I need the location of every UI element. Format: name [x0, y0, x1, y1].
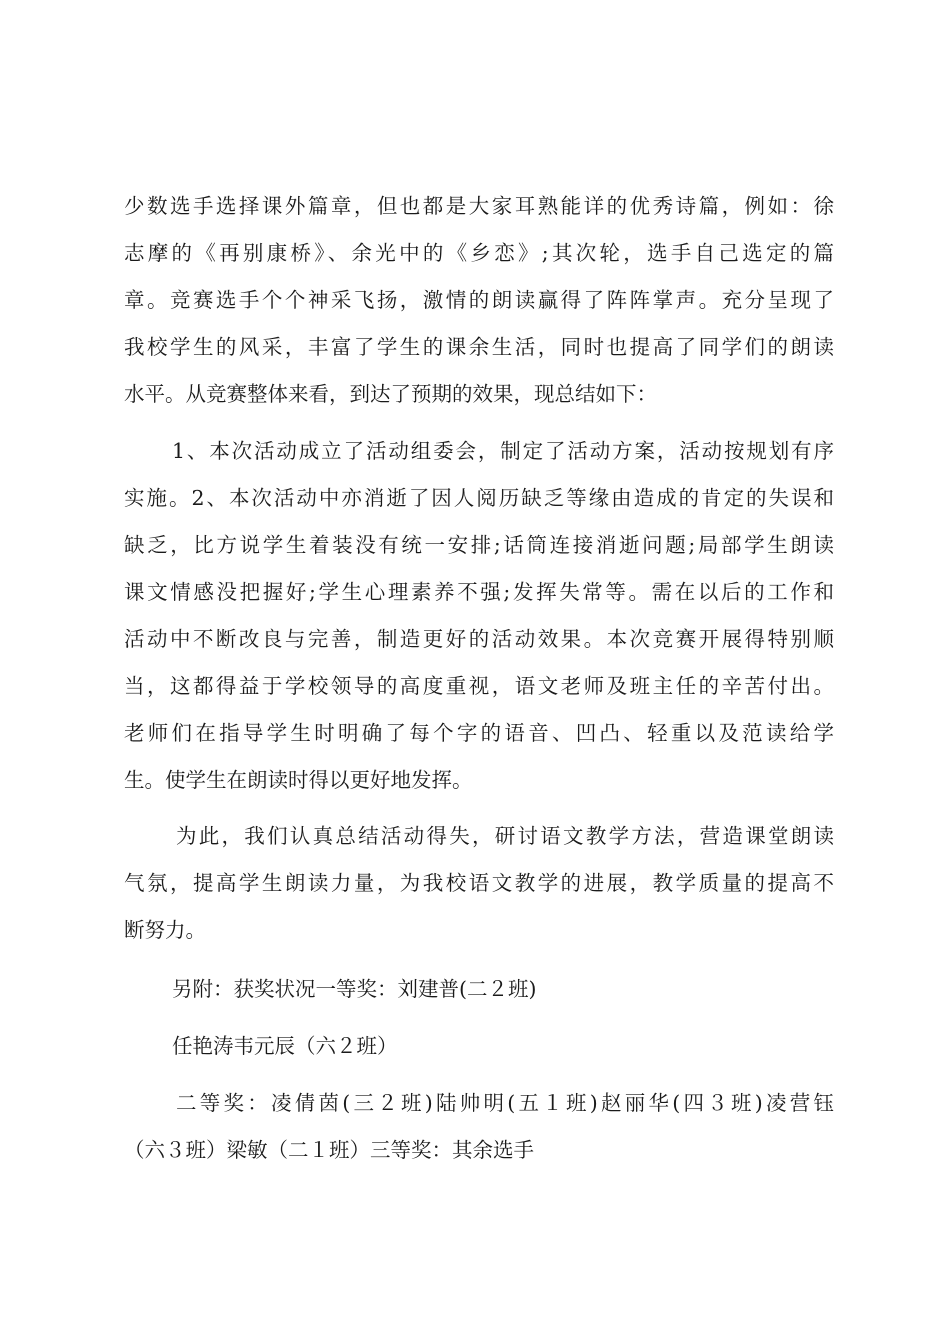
paragraph-line: 气氛，提高学生朗读力量，为我校语文教学的进展，教学质量的提高不	[124, 871, 834, 895]
paragraph-line: 实施。2、本次活动中亦消逝了因人阅历缺乏等缘由造成的肯定的失误和	[124, 486, 834, 510]
paragraph-line: 老师们在指导学生时明确了每个字的语音、凹凸、轻重以及范读给学	[124, 721, 834, 745]
paragraph-line: 活动中不断改良与完善，制造更好的活动效果。本次竞赛开展得特别顺	[124, 627, 834, 651]
paragraph-line: 1、本次活动成立了活动组委会，制定了活动方案，活动按规划有序	[172, 439, 834, 463]
paragraph-line: 水平。从竞赛整体来看，到达了预期的效果，现总结如下：	[124, 382, 657, 406]
paragraph-line: 缺乏，比方说学生着装没有统一安排;话筒连接消逝问题;局部学生朗读	[124, 533, 834, 557]
paragraph-line: 少数选手选择课外篇章，但也都是大家耳熟能详的优秀诗篇，例如：徐	[124, 194, 834, 218]
paragraph-line: 为此，我们认真总结活动得失，研讨语文教学方法，营造课堂朗读	[176, 824, 834, 848]
award-second-prize: 二等奖：凌倩茵(三２班)陆帅明(五１班)赵丽华(四３班)凌营钰	[176, 1091, 834, 1115]
award-first-prize-cont: 任艳涛韦元辰（六２班）	[172, 1034, 398, 1058]
paragraph-line: 当，这都得益于学校领导的高度重视，语文老师及班主任的辛苦付出。	[124, 674, 834, 698]
paragraph-line: 志摩的《再别康桥》、余光中的《乡恋》;其次轮，选手自己选定的篇	[124, 241, 834, 265]
paragraph-line: 断努力。	[124, 918, 206, 942]
paragraph-line: 生。使学生在朗读时得以更好地发挥。	[124, 768, 473, 792]
award-intro: 另附：获奖状况一等奖：刘建普(二２班)	[172, 977, 537, 1001]
award-third-prize: （六３班）梁敏（二１班）三等奖：其余选手	[124, 1138, 534, 1162]
paragraph-line: 我校学生的风采，丰富了学生的课余生活，同时也提高了同学们的朗读	[124, 335, 834, 359]
paragraph-line: 章。竞赛选手个个神采飞扬，激情的朗读赢得了阵阵掌声。充分呈现了	[124, 288, 834, 312]
paragraph-line: 课文情感没把握好;学生心理素养不强;发挥失常等。需在以后的工作和	[124, 580, 834, 604]
